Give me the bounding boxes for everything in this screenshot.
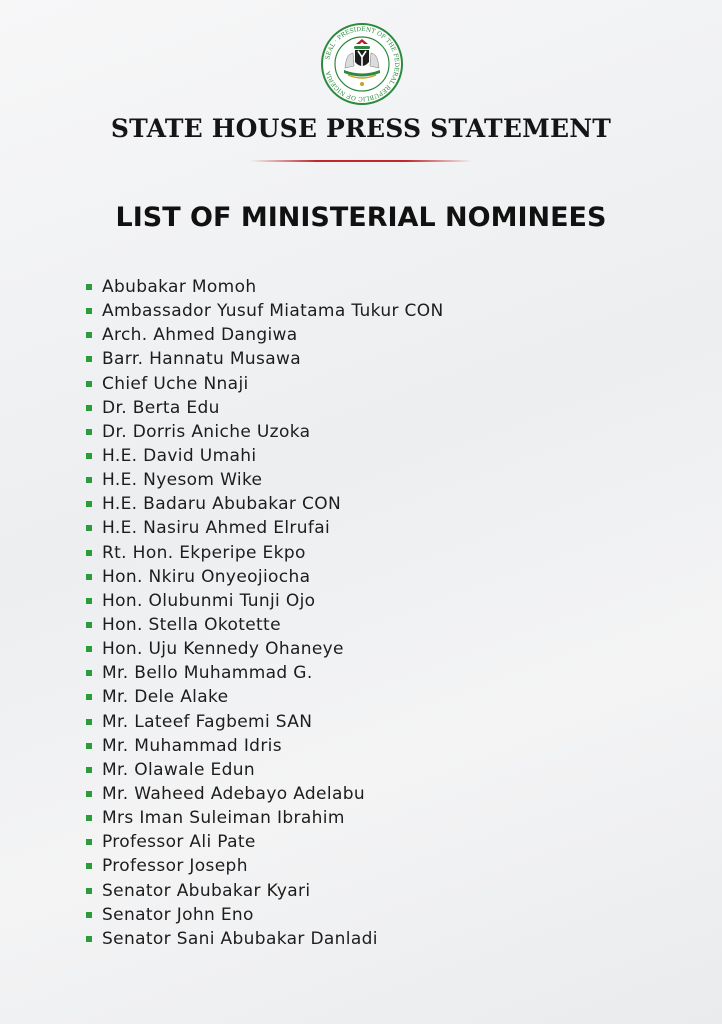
nominee-name: Hon. Stella Okotette [102, 615, 281, 636]
bullet-icon [86, 477, 92, 483]
nominee-name: Arch. Ahmed Dangiwa [102, 325, 298, 346]
nominee-name: Mr. Bello Muhammad G. [102, 663, 313, 684]
list-item [86, 323, 444, 347]
bullet-icon [86, 453, 92, 459]
nominee-name: Professor Ali Pate [102, 832, 256, 853]
nominee-name: Rt. Hon. Ekperipe Ekpo [102, 542, 306, 563]
nominee-name: Barr. Hannatu Musawa [102, 349, 302, 370]
nominee-list [86, 275, 444, 951]
list-item [86, 396, 444, 420]
bullet-icon [86, 888, 92, 894]
bullet-icon [86, 622, 92, 628]
list-item [86, 734, 444, 758]
nominee-name: H.E. David Umahi [102, 446, 257, 467]
svg-text:SEAL · PRESIDENT OF THE FEDERA: SEAL · PRESIDENT OF THE FEDERAL REPUBLIC OF NIGERIA [324, 25, 401, 103]
nominee-name: Professor Joseph [102, 856, 248, 877]
list-item [86, 661, 444, 685]
bullet-icon [86, 429, 92, 435]
list-item [86, 468, 444, 492]
nominee-name: Senator John Eno [102, 904, 254, 925]
bullet-icon [86, 743, 92, 749]
bullet-icon [86, 332, 92, 338]
list-item [86, 613, 444, 637]
bullet-icon [86, 670, 92, 676]
nominee-name: H.E. Nasiru Ahmed Elrufai [102, 518, 331, 539]
bullet-icon [86, 550, 92, 556]
bullet-icon [86, 646, 92, 652]
list-item [86, 275, 444, 299]
bullet-icon [86, 791, 92, 797]
nominee-name: Dr. Dorris Aniche Uzoka [102, 421, 311, 442]
title-divider [250, 160, 472, 162]
nominee-name: Senator Sani Abubakar Danladi [102, 928, 378, 949]
bullet-icon [86, 405, 92, 411]
coat-of-arms-seal-icon [320, 22, 404, 106]
bullet-icon [86, 381, 92, 387]
list-item [86, 444, 444, 468]
nominee-name: Mr. Olawale Edun [102, 759, 256, 780]
nominee-name: Mr. Lateef Fagbemi SAN [102, 711, 313, 732]
list-item [86, 782, 444, 806]
bullet-icon [86, 767, 92, 773]
list-item [86, 541, 444, 565]
list-item [86, 710, 444, 734]
nominee-name: Mr. Dele Alake [102, 687, 229, 708]
nominee-name: Mr. Muhammad Idris [102, 735, 282, 756]
seal-graphic [320, 22, 404, 106]
bullet-icon [86, 936, 92, 942]
bullet-icon [86, 598, 92, 604]
bullet-icon [86, 356, 92, 362]
bullet-icon [86, 719, 92, 725]
list-item [86, 516, 444, 540]
list-item [86, 372, 444, 396]
bullet-icon [86, 284, 92, 290]
list-item [86, 879, 444, 903]
list-item [86, 637, 444, 661]
bullet-icon [86, 525, 92, 531]
bullet-icon [86, 308, 92, 314]
nominee-name: Abubakar Momoh [102, 277, 257, 298]
list-item [86, 420, 444, 444]
nominee-name: Chief Uche Nnaji [102, 373, 249, 394]
nominee-name: Hon. Olubunmi Tunji Ojo [102, 590, 316, 611]
list-item [86, 492, 444, 516]
nominee-name: Mrs Iman Suleiman Ibrahim [102, 808, 345, 829]
bullet-icon [86, 912, 92, 918]
list-item [86, 347, 444, 371]
bullet-icon [86, 815, 92, 821]
nominee-name: H.E. Nyesom Wike [102, 470, 263, 491]
list-item [86, 830, 444, 854]
list-item [86, 806, 444, 830]
list-item [86, 589, 444, 613]
bullet-icon [86, 863, 92, 869]
nominee-name: Ambassador Yusuf Miatama Tukur CON [102, 301, 444, 322]
nominee-name: Dr. Berta Edu [102, 397, 220, 418]
bullet-icon [86, 839, 92, 845]
list-item [86, 927, 444, 951]
list-item [86, 299, 444, 323]
list-item [86, 565, 444, 589]
press-statement-title: STATE HOUSE PRESS STATEMENT [110, 114, 612, 143]
list-item [86, 854, 444, 878]
bullet-icon [86, 694, 92, 700]
nominee-name: Hon. Nkiru Onyeojiocha [102, 566, 311, 587]
nominee-name: Hon. Uju Kennedy Ohaneye [102, 639, 344, 660]
bullet-icon [86, 501, 92, 507]
nominee-name: H.E. Badaru Abubakar CON [102, 494, 342, 515]
list-heading: LIST OF MINISTERIAL NOMINEES [115, 202, 607, 233]
nominee-name: Mr. Waheed Adebayo Adelabu [102, 784, 365, 805]
list-item [86, 758, 444, 782]
bullet-icon [86, 574, 92, 580]
nominee-name: Senator Abubakar Kyari [102, 880, 311, 901]
list-item [86, 903, 444, 927]
list-item [86, 685, 444, 709]
